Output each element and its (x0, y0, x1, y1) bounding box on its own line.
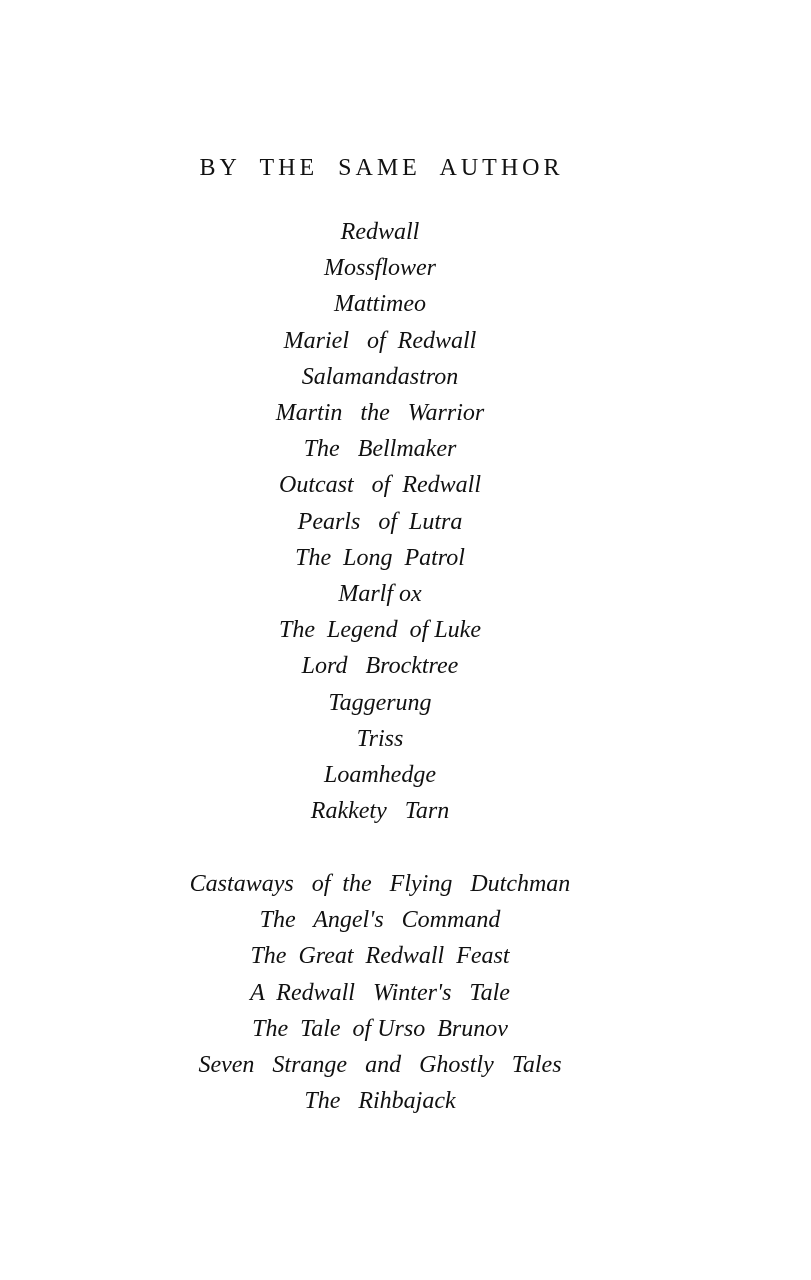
book-title: The Long Patrol (295, 544, 465, 571)
book-title: Martin the Warrior (275, 400, 485, 427)
book-title: The Tale of Urso Brunov (252, 1015, 508, 1042)
book-title: Salamandastron (301, 363, 459, 390)
page-heading: BY THE SAME AUTHOR (199, 155, 564, 181)
book-title: Castaways of the Flying Dutchman (189, 871, 571, 897)
book-title: Pearls of Lutra (297, 508, 463, 535)
book-title: Mossflower (323, 255, 436, 282)
book-title: A Redwall Winter's Tale (250, 979, 510, 1006)
book-title: The Legend of Luke (279, 617, 481, 644)
book-title: Lord Brocktree (301, 653, 459, 680)
book-title: Seven Strange and Ghostly Tales (198, 1052, 562, 1079)
book-title: Rakkety Tarn (310, 798, 450, 825)
other-title-list (0, 866, 760, 1119)
book-title: Outcast of Redwall (279, 472, 481, 499)
book-title: Redwall (340, 219, 420, 245)
book-title: The Rihbajack (304, 1088, 456, 1115)
book-title: Marlf ox (338, 581, 422, 608)
book-title: Triss (356, 725, 404, 752)
book-title: The Great Redwall Feast (250, 943, 510, 970)
book-title: Mattimeo (334, 291, 426, 318)
book-title: The Angel's Command (259, 907, 501, 934)
book-title: Mariel of Redwall (283, 327, 477, 354)
book-title: The Bellmaker (303, 436, 457, 463)
book-title: Loamhedge (324, 762, 436, 789)
series-title-list (0, 214, 760, 829)
book-title: Taggerung (328, 689, 432, 716)
